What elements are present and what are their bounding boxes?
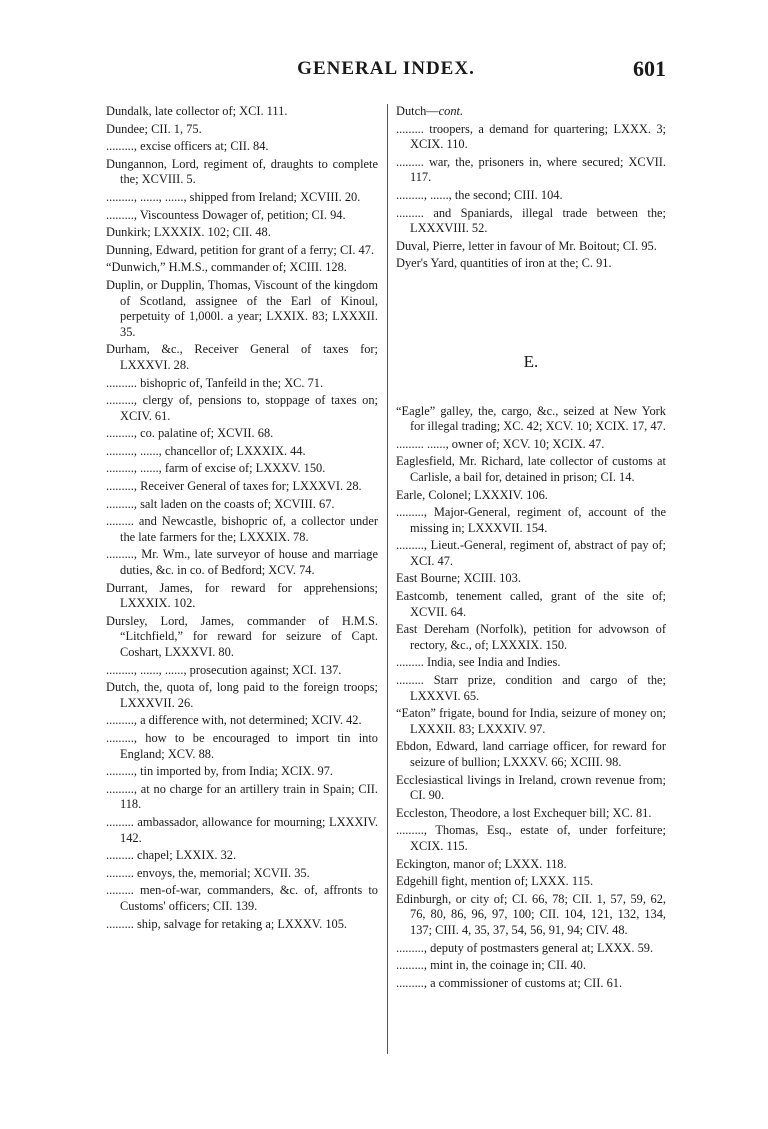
index-entry: Earle, Colonel; LXXXIV. 106. (396, 487, 548, 502)
index-entry: Eckington, manor of; LXXX. 118. (396, 856, 567, 871)
index-entry: ........., a difference with, not determined; XCIV. 42. (106, 713, 362, 728)
index-entry: ........., a commissioner of customs at; CII. 61. (396, 975, 623, 990)
index-entry: Edgehill fight, mention of; LXXX. 115. (396, 874, 594, 889)
index-entry: Duval, Pierre, letter in favour of Mr. Boitout; CI. 95. (396, 238, 657, 253)
index-entry: Eaglesfield, Mr. Richard, late collector of customs at Carlisle, a bail for, detained in prison; CI. 14. (396, 454, 666, 484)
index-entry: ........., ......, farm of excise of; LXXXV. 150. (106, 461, 326, 476)
index-entry: Dungannon, Lord, regiment of, draughts to complete the; XCVIII. 5. (106, 156, 378, 187)
index-entry: ........., Thomas, Esq., estate of, under forfeiture; XCIX. 115. (396, 823, 666, 853)
index-entry: ......... war, the, prisoners in, where secured; XCVII. 117. (396, 154, 666, 185)
index-entry: ......... and Newcastle, bishopric of, a collector under the late farmers for the; LXXXIX. 78. (106, 514, 378, 544)
index-entry: Dursley, Lord, James, commander of H.M.S. “Litchfield,” for reward for seizure of Capt. Coshart, LXXXVI. 80. (106, 613, 378, 659)
index-entry: ........., ......, chancellor of; LXXXIX. 44. (106, 443, 306, 458)
index-entry: ......... Starr prize, condition and cargo of the; LXXXVI. 65. (396, 673, 666, 703)
index-entry: “Eaton” frigate, bound for India, seizure of money on; LXXXII. 83; LXXXIV. 97. (396, 706, 666, 736)
index-entry: ........., Receiver General of taxes for; LXXXVI. 28. (106, 479, 362, 494)
index-entry: ........., Mr. Wm., late surveyor of house and marriage duties, &c. in co. of Bedford; XCV. 74. (106, 547, 378, 578)
right-column (396, 104, 666, 993)
index-entry: .......... bishopric of, Tanfeild in the; XC. 71. (106, 375, 324, 390)
index-entry: ........., ......, ......, prosecution against; XCI. 137. (106, 662, 342, 677)
index-entry: ......... India, see India and Indies. (396, 655, 561, 670)
index-entry: Dunkirk; LXXXIX. 102; CII. 48. (106, 225, 271, 240)
index-entry: East Bourne; XCIII. 103. (396, 571, 521, 586)
index-entry: ........., excise officers at; CII. 84. (106, 139, 269, 154)
index-entry: Durham, &c., Receiver General of taxes for; LXXXVI. 28. (106, 342, 378, 372)
index-entry: ......... ship, salvage for retaking a; LXXXV. 105. (106, 916, 347, 931)
index-entry: Edinburgh, or city of; CI. 66, 78; CII. 1, 57, 59, 62, 76, 80, 86, 96, 97, 100; CII. 104, 121, 132, 134, 137; CIII. 4, 35, 37, 54, 56, 91, 94; CIV. 48. (396, 891, 666, 937)
index-entry: ........., tin imported by, from India; XCIX. 97. (106, 764, 334, 779)
page-number: 601 (633, 56, 666, 81)
index-entry: ......... envoys, the, memorial; XCVII. 35. (106, 865, 310, 880)
index-entry: “Dunwich,” H.M.S., commander of; XCIII. 128. (106, 260, 347, 275)
continued-head-text: Dutch— (396, 104, 439, 118)
index-entry: East Dereham (Norfolk), petition for advowson of rectory, &c., of; LXXXIX. 150. (396, 622, 666, 652)
index-entry: ........., how to be encouraged to import tin into England; XCV. 88. (106, 730, 378, 761)
index-entry: Eccleston, Theodore, a lost Exchequer bill; XC. 81. (396, 805, 652, 820)
index-entry: ........., co. palatine of; XCVII. 68. (106, 426, 274, 441)
index-entry: ........., at no charge for an artillery train in Spain; CII. 118. (106, 781, 378, 812)
column-divider (387, 104, 388, 1054)
index-entry: ........., Lieut.-General, regiment of, abstract of pay of; XCI. 47. (396, 538, 666, 568)
index-entry: Ecclesiastical livings in Ireland, crown revenue from; CI. 90. (396, 772, 666, 803)
index-entry: Durrant, James, for reward for apprehensions; LXXXIX. 102. (106, 580, 378, 611)
index-entry: Dundalk, late collector of; XCI. 111. (106, 104, 288, 118)
index-entry: ......... ambassador, allowance for mourning; LXXXIV. 142. (106, 814, 378, 845)
index-entry: Ebdon, Edward, land carriage officer, for reward for seizure of bullion; LXXXV. 66; XCIII. 98. (396, 739, 666, 769)
index-entry: ......... chapel; LXXIX. 32. (106, 848, 237, 863)
index-entry: ......... ......, owner of; XCV. 10; XCIX. 47. (396, 436, 605, 451)
right-entries-after (396, 404, 666, 992)
index-entry: ........., Major-General, regiment of, account of the missing in; LXXXVII. 154. (396, 505, 666, 535)
index-entry: ........., Viscountess Dowager of, petition; CI. 94. (106, 207, 346, 222)
index-entry: Dundee; CII. 1, 75. (106, 121, 202, 136)
right-entries-before (396, 122, 666, 272)
index-entry: Dunning, Edward, petition for grant of a ferry; CI. 47. (106, 242, 375, 257)
running-title: GENERAL INDEX. (297, 58, 475, 79)
index-entry: ........., ......, the second; CIII. 104. (396, 187, 563, 202)
index-entry: ........., ......, ......, shipped from Ireland; XCVIII. 20. (106, 189, 361, 204)
index-entry: Dutch, the, quota of, long paid to the foreign troops; LXXXVII. 26. (106, 680, 378, 710)
index-entry: ........., mint in, the coinage in; CII. 40. (396, 958, 586, 973)
index-entry: ......... and Spaniards, illegal trade between the; LXXXVIII. 52. (396, 205, 666, 236)
index-entry: Eastcomb, tenement called, grant of the site of; XCVII. 64. (396, 589, 666, 619)
section-letter: E. (523, 351, 539, 371)
index-entry: ........., deputy of postmasters general at; LXXX. 59. (396, 940, 654, 955)
left-column (106, 104, 378, 934)
index-entry: ......... troopers, a demand for quartering; LXXX. 3; XCIX. 110. (396, 121, 666, 152)
index-entry: ........., clergy of, pensions to, stoppage of taxes on; XCIV. 61. (106, 393, 378, 423)
index-entry: ........., salt laden on the coasts of; XCVIII. 67. (106, 496, 335, 511)
index-entry: Dyer's Yard, quantities of iron at the; C. 91. (396, 256, 612, 271)
continued-marker: cont. (438, 104, 464, 118)
continued-heading (396, 104, 666, 120)
index-entry: Duplin, or Dupplin, Thomas, Viscount of the kingdom of Scotland, assignee of the Earl of Kinoul, perpetuity of 1,000l. a year; LXXIX. 83; LXXXII. 35. (106, 277, 378, 339)
page-header (106, 56, 666, 88)
index-entry: ......... men-of-war, commanders, &c. of, affronts to Customs' officers; CII. 139. (106, 883, 378, 913)
index-entry: “Eagle” galley, the, cargo, &c., seized at New York for illegal trading; XC. 42; XCV. 10; XCIX. 17, 47. (396, 403, 666, 434)
